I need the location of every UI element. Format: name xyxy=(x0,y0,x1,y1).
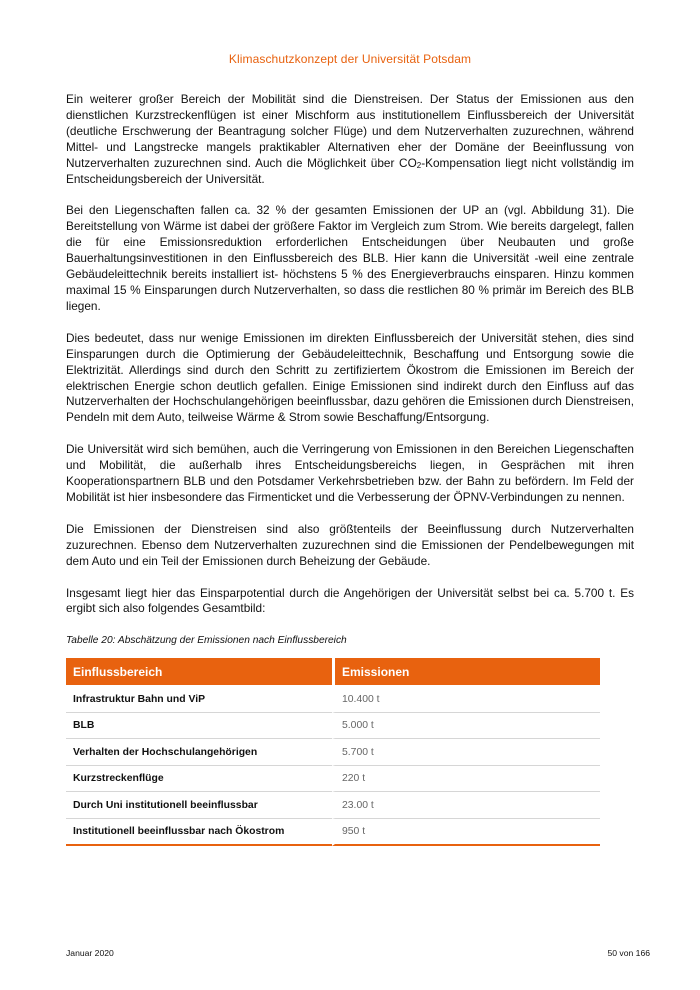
cell-einflussbereich: Kurzstreckenflüge xyxy=(66,766,332,793)
table-row xyxy=(66,713,600,740)
document-body xyxy=(66,92,634,846)
paragraph-text: Ein weiterer großer Bereich der Mobilität sind die Dienstreisen. Der Status der Emissionen aus den dienstlichen Kurzstreckenflügen ist einer Mischform aus institutionellem Einflussbereich der Universität (deutliche Erschwerung der Beantragung solcher Flüge) und dem Nutzerverhalten zuzurechnen, während Mittel- und Langstrecke mangels praktikabler Alternativen eher der Domäne der Beeinflussung von Nutzerverhalten zuzurechnen sind. Auch die Möglichkeit über CO xyxy=(66,92,634,170)
column-header-emissionen: Emissionen xyxy=(332,658,600,686)
paragraph-text: -Kompensation liegt nicht vollständig im Entscheidungsbereich der Universität. xyxy=(66,155,634,186)
footer-page-number: 50 von 166 xyxy=(607,948,650,958)
cell-einflussbereich: BLB xyxy=(66,713,332,740)
emissions-table xyxy=(66,658,600,846)
table-row xyxy=(66,739,600,766)
table-row xyxy=(66,686,600,713)
cell-emissionen: 950 t xyxy=(332,819,600,847)
cell-emissionen: 23.00 t xyxy=(332,792,600,819)
cell-einflussbereich: Infrastruktur Bahn und ViP xyxy=(66,686,332,713)
cell-emissionen: 5.700 t xyxy=(332,739,600,766)
table-caption: Tabelle 20: Abschätzung der Emissionen nach Einflussbereich xyxy=(66,635,347,647)
paragraph-einsparpotential: Insgesamt liegt hier das Einsparpotential durch die Angehörigen der Universität selbst bei ca. 5.700 t. Es ergibt sich also folgendes Gesamtbild: xyxy=(66,585,634,616)
column-header-einflussbereich: Einflussbereich xyxy=(66,658,332,686)
paragraph-dienstreisen xyxy=(66,92,634,187)
co2-subscript: 2 xyxy=(416,160,422,170)
cell-emissionen: 5.000 t xyxy=(332,713,600,740)
cell-emissionen: 220 t xyxy=(332,766,600,793)
cell-einflussbereich: Verhalten der Hochschulangehörigen xyxy=(66,739,332,766)
table-row xyxy=(66,792,600,819)
cell-einflussbereich: Durch Uni institutionell beeinflussbar xyxy=(66,792,332,819)
paragraph-kooperation: Die Universität wird sich bemühen, auch die Verringerung von Emissionen in den Bereichen Liegenschaften und Mobilität, die außerhalb ihres Entscheidungsbereichs liegen, in Gesprächen mit ihren Kooperationspartnern BLB und den Potsdamer Verkehrsbetrieben bzw. der Bahn zu befördern. Im Feld der Mobilität ist hier insbesondere das Firmenticket und die Verbesserung der ÖPNV-Verbindungen zu nennen. xyxy=(66,442,634,504)
table-row xyxy=(66,819,600,847)
paragraph-einflussbereich: Dies bedeutet, dass nur wenige Emissionen im direkten Einflussbereich der Universität stehen, dies sind Einsparungen durch die Optimierung der Gebäudeleittechnik, Beschaffung und Entsorgung sowie die Elektrizität. Allerdings sind durch den Schritt zu zertifiziertem Ökostrom die Emissionen im Bereich der elektrischen Energie schon deutlich gefallen. Einige Emissionen sind indirekt durch den Einfluss auf das Nutzerverhalten der Hochschulangehörigen beeinflussbar, dazu gehören die Emissionen durch Dienstreisen, Pendeln mit dem Auto, teilweise Wärme & Strom sowie Beschaffung/Entsorgung. xyxy=(66,330,634,425)
cell-emissionen: 10.400 t xyxy=(332,686,600,713)
page-header-title: Klimaschutzkonzept der Universität Potsdam xyxy=(228,52,472,66)
paragraph-nutzerverhalten: Die Emissionen der Dienstreisen sind also größtenteils der Beeinflussung durch Nutzerverhalten zuzurechnen. Ebenso dem Nutzerverhalten zuzurechnen sind die Emissionen der Pendelbewegungen mit dem Auto und ein Teil der Emissionen durch Beheizung der Gebäude. xyxy=(66,521,634,568)
paragraph-liegenschaften: Bei den Liegenschaften fallen ca. 32 % der gesamten Emissionen der UP an (vgl. Abbildung 31). Die Bereitstellung von Wärme ist dabei der größere Faktor im Vergleich zum Strom. Wie bereits dargelegt, fallen die für eine Emissionsreduktion erforderlichen Entscheidungen über Neubauten und große Bauerhaltungsinvestitionen in den Einflussbereich des BLB. Hier kann die Universität -weil eine zentrale Gebäudeleittechnik bereits installiert ist- höchstens 5 % des Energieverbrauchs einsparen. Hinzu kommen maximal 15 % Einsparungen durch Nutzerverhalten, so dass die restlichen 80 % primär im Bereich des BLB liegen. xyxy=(66,203,634,313)
table-header-row xyxy=(66,658,600,686)
table-row xyxy=(66,766,600,793)
cell-einflussbereich: Institutionell beeinflussbar nach Ökostrom xyxy=(66,819,332,847)
footer-date: Januar 2020 xyxy=(66,948,114,958)
